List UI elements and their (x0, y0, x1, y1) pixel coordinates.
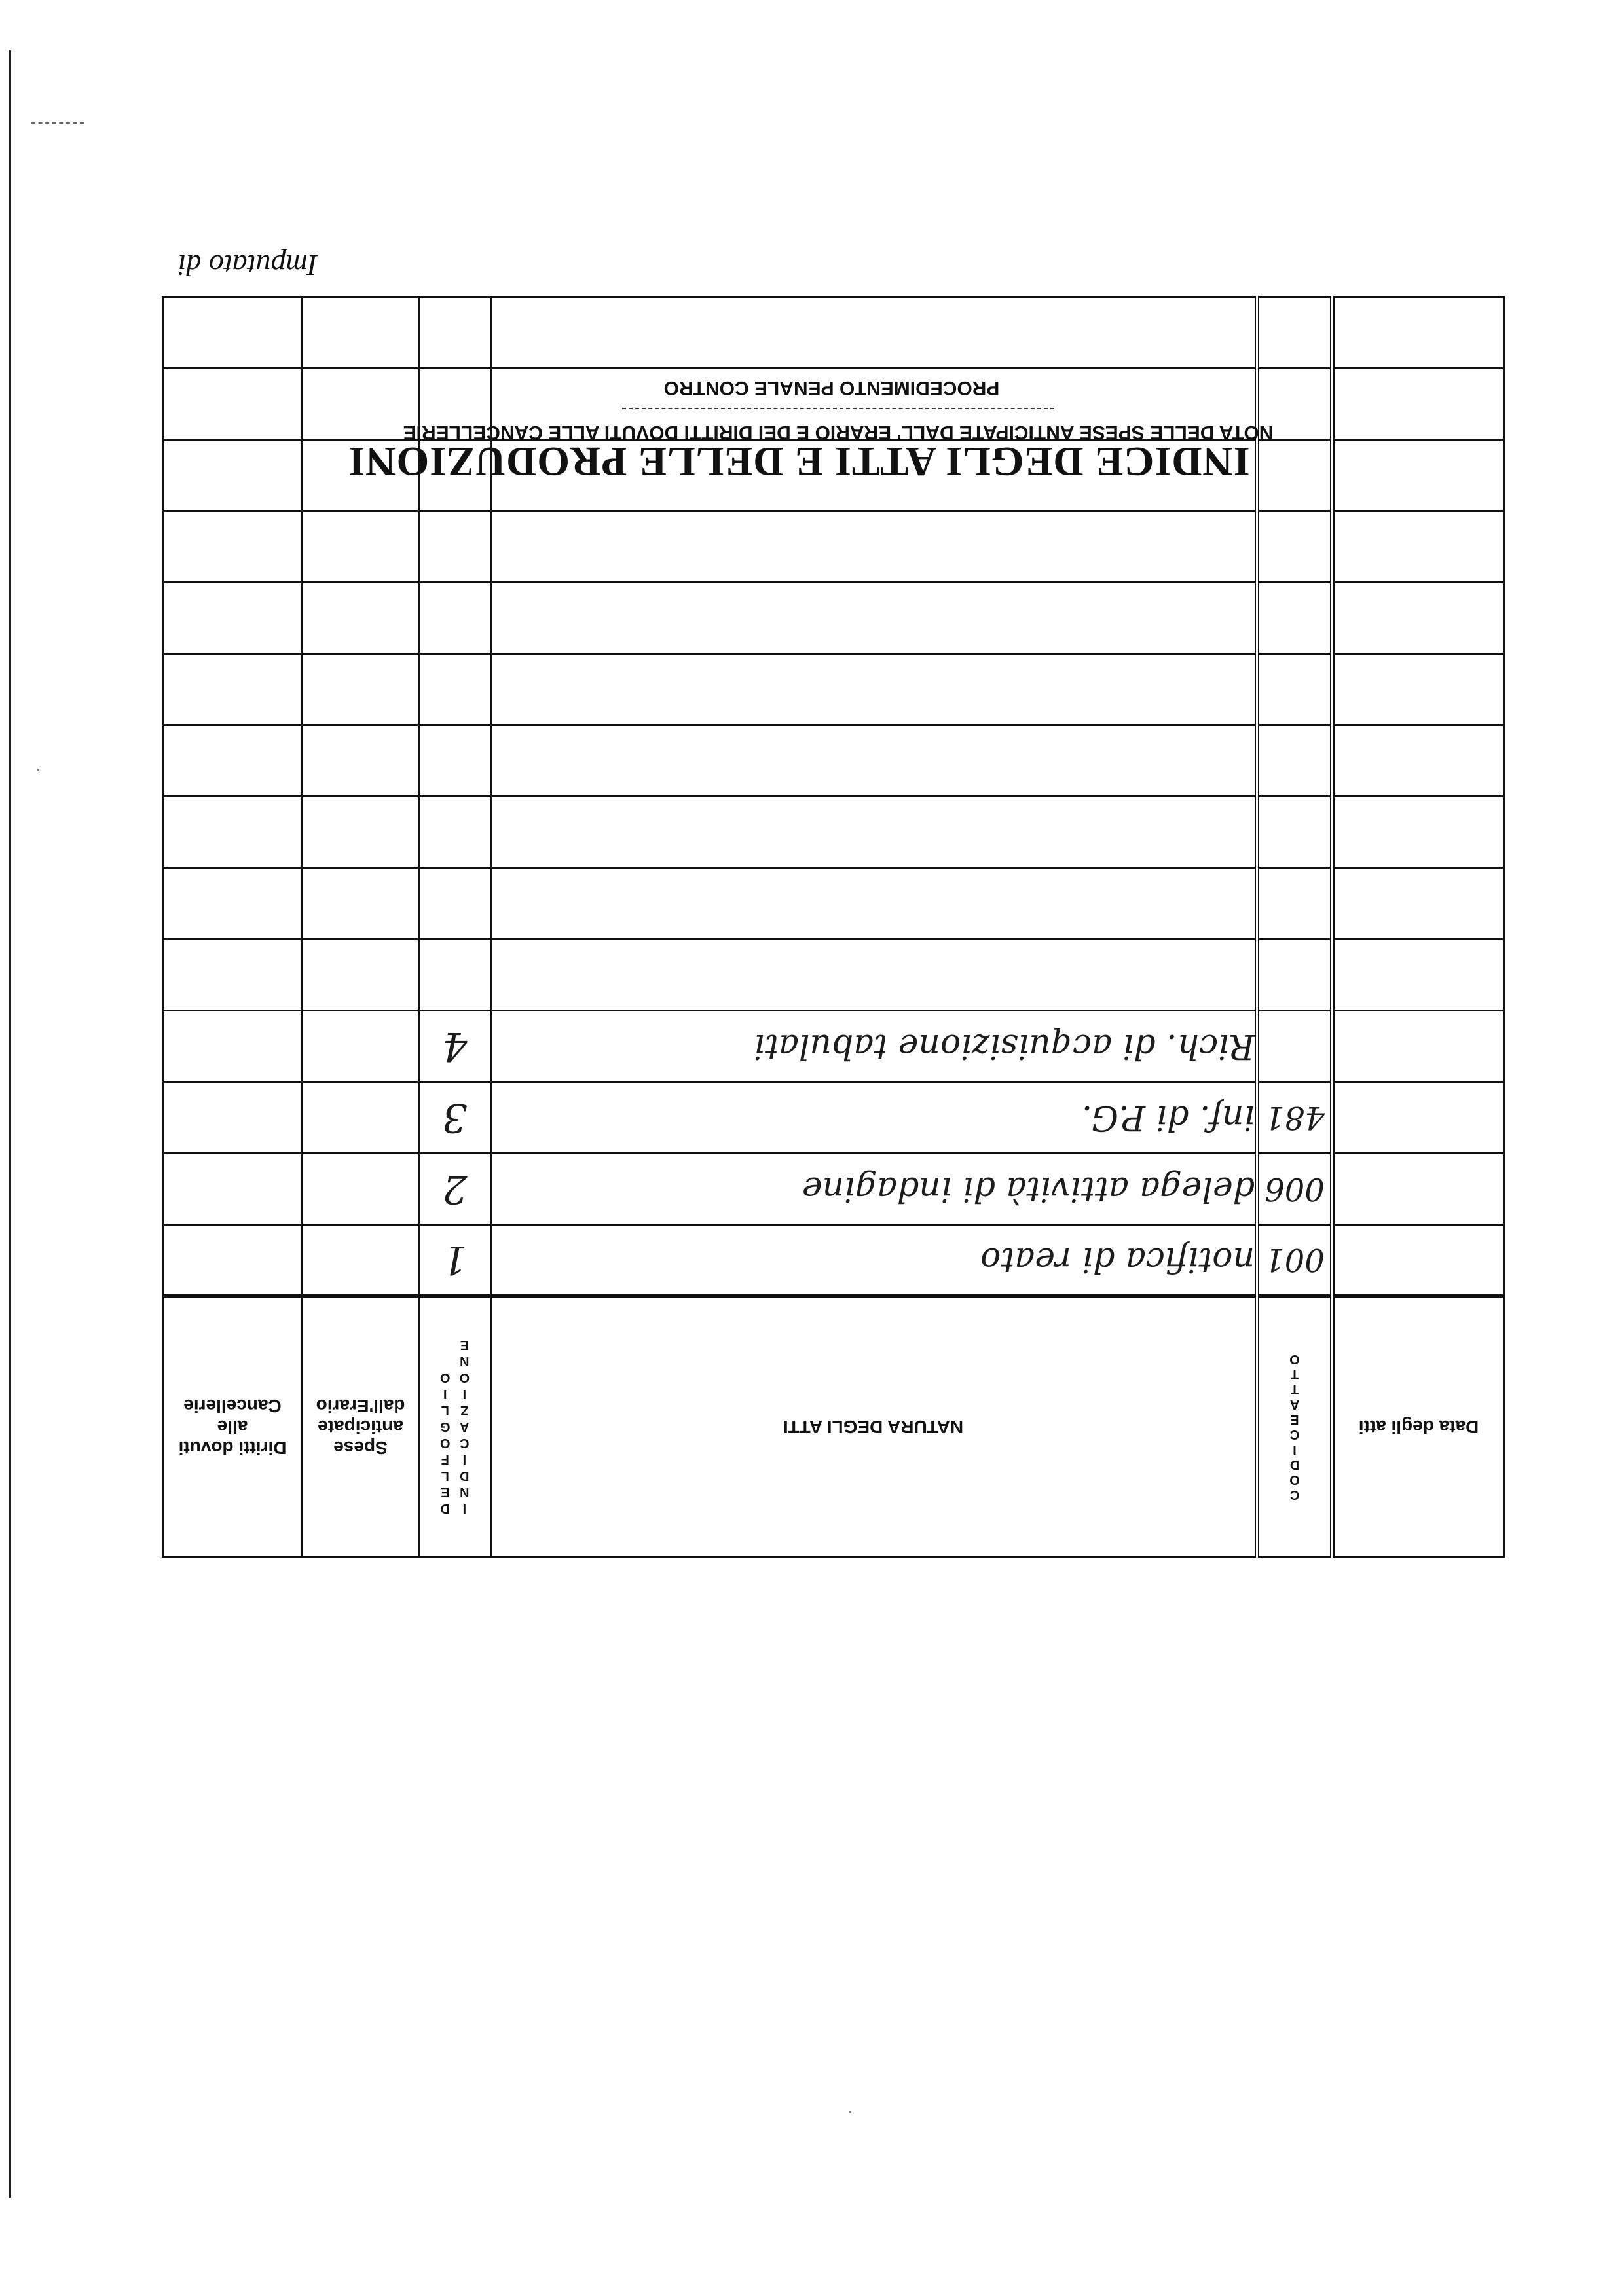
cell-spese (303, 1154, 419, 1225)
cell-nature (491, 797, 1257, 868)
header-letter: I (462, 1452, 467, 1467)
cell-diritti (163, 939, 303, 1011)
cell-sheet (419, 725, 491, 797)
cell-diritti (163, 369, 303, 440)
cell-spese (303, 583, 419, 654)
header-letter: T (1290, 1382, 1299, 1396)
cell-nature (491, 725, 1257, 797)
header-letter: T (1290, 1367, 1299, 1381)
cell-diritti (163, 297, 303, 369)
cell-code (1257, 797, 1333, 868)
header-letter: N (460, 1485, 470, 1500)
header-line: anticipate (318, 1417, 403, 1438)
cell-date (1333, 1011, 1504, 1082)
header-sheet (419, 1296, 491, 1557)
cell-nature: delega attività di indagine (491, 1154, 1257, 1225)
cell-code (1257, 511, 1333, 583)
cell-nature: inf. di P.G. (491, 1082, 1257, 1154)
header-letter: E (441, 1485, 450, 1500)
cell-code (1257, 939, 1333, 1011)
cell-sheet: 3 (419, 1082, 491, 1154)
cell-nature (491, 583, 1257, 654)
table-header-row (163, 1296, 1504, 1557)
cell-sheet (419, 583, 491, 654)
cell-code (1257, 369, 1333, 440)
table-row (163, 369, 1504, 440)
page-subtitle: NOTA DELLE SPESE ANTICIPATE DALL' ERARIO E DEI DIRITTI DOVUTI ALLE CANCELLERIE (403, 422, 1274, 443)
cell-date (1333, 511, 1504, 583)
cell-nature (491, 654, 1257, 725)
cell-sheet (419, 797, 491, 868)
cell-diritti (163, 1082, 303, 1154)
cell-nature: Rich. di acquisizione tabulati (491, 1011, 1257, 1082)
acts-index-table (162, 296, 1505, 1558)
table-row (163, 1011, 1504, 1082)
table-row (163, 868, 1504, 939)
cell-code (1257, 297, 1333, 369)
cell-code (1257, 725, 1333, 797)
header-spese (303, 1296, 419, 1557)
table-row (163, 583, 1504, 654)
cell-spese (303, 939, 419, 1011)
cell-diritti (163, 440, 303, 511)
cell-code (1257, 440, 1333, 511)
cell-spese (303, 440, 419, 511)
header-line: alle (217, 1417, 248, 1438)
cell-diritti (163, 1154, 303, 1225)
cell-sheet: 4 (419, 1011, 491, 1082)
cell-spese (303, 369, 419, 440)
header-letter: A (460, 1419, 470, 1434)
cell-diritti (163, 797, 303, 868)
cell-spese (303, 797, 419, 868)
cell-date (1333, 369, 1504, 440)
table-row (163, 511, 1504, 583)
cell-sheet (419, 511, 491, 583)
cell-date (1333, 725, 1504, 797)
cell-code (1257, 583, 1333, 654)
cell-sheet (419, 369, 491, 440)
cell-spese (303, 1011, 419, 1082)
header-date: Data degli atti (1333, 1296, 1504, 1557)
cell-nature (491, 297, 1257, 369)
cell-sheet (419, 654, 491, 725)
header-letter: D (1289, 1457, 1300, 1472)
cell-code: 006 (1257, 1154, 1333, 1225)
cell-diritti (163, 1225, 303, 1296)
cell-date (1333, 1154, 1504, 1225)
cell-date (1333, 297, 1504, 369)
scan-speck (849, 2111, 851, 2113)
cell-diritti (163, 868, 303, 939)
cell-nature (491, 440, 1257, 511)
cell-code (1257, 654, 1333, 725)
cell-spese (303, 1225, 419, 1296)
cell-spese (303, 511, 419, 583)
cell-date (1333, 440, 1504, 511)
scan-speck (37, 769, 39, 771)
cell-date (1333, 1082, 1504, 1154)
cell-date (1333, 868, 1504, 939)
header-letter: L (441, 1468, 449, 1484)
proceeding-label: PROCEDIMENTO PENALE CONTRO (663, 377, 1000, 399)
table-row (163, 1225, 1504, 1296)
cell-code: 001 (1257, 1225, 1333, 1296)
header-letter: C (460, 1436, 470, 1451)
header-letter: I (462, 1387, 467, 1402)
page-title: INDICE DEGLI ATTI E DELLE PRODUZIONI (348, 439, 1250, 485)
cell-sheet (419, 939, 491, 1011)
cell-diritti (163, 511, 303, 583)
cell-spese (303, 868, 419, 939)
header-line: Cancellerie (183, 1395, 282, 1416)
header-letter: C (1289, 1427, 1300, 1442)
cell-date (1333, 583, 1504, 654)
header-letter: L (441, 1403, 449, 1418)
header-line: Diritti dovuti (178, 1438, 287, 1459)
header-code (1257, 1296, 1333, 1557)
table-row (163, 1154, 1504, 1225)
cell-code (1257, 1011, 1333, 1082)
table-row (163, 797, 1504, 868)
table-row (163, 725, 1504, 797)
header-letter: D (440, 1501, 450, 1516)
header-letter: N (460, 1354, 470, 1369)
header-letter: E (1290, 1412, 1299, 1427)
table-row (163, 297, 1504, 369)
header-letter: I (462, 1501, 467, 1516)
cell-spese (303, 725, 419, 797)
header-letter: O (439, 1370, 451, 1385)
header-letter: O (459, 1370, 470, 1385)
table-row (163, 1082, 1504, 1154)
header-letter: O (1289, 1352, 1300, 1366)
header-line: dall'Erario (316, 1395, 405, 1416)
table-row (163, 654, 1504, 725)
cell-date (1333, 939, 1504, 1011)
scan-edge-rule (9, 50, 11, 2198)
cell-date (1333, 797, 1504, 868)
table-row (163, 939, 1504, 1011)
cell-code (1257, 868, 1333, 939)
header-letter: I (1293, 1442, 1297, 1457)
cell-date (1333, 1225, 1504, 1296)
cell-nature (491, 369, 1257, 440)
cell-sheet: 2 (419, 1154, 491, 1225)
cell-nature: notifica di reato (491, 1225, 1257, 1296)
cell-diritti (163, 583, 303, 654)
cell-spese (303, 654, 419, 725)
header-letter: G (439, 1419, 451, 1434)
cell-nature (491, 939, 1257, 1011)
header-diritti (163, 1296, 303, 1557)
cell-code: 481 (1257, 1082, 1333, 1154)
cell-diritti (163, 1011, 303, 1082)
header-letter: A (1289, 1397, 1300, 1412)
cell-spese (303, 297, 419, 369)
header-letter: C (1289, 1487, 1300, 1502)
header-letter: F (441, 1452, 449, 1467)
cell-nature (491, 511, 1257, 583)
cell-sheet (419, 440, 491, 511)
header-letter: I (443, 1387, 447, 1402)
header-letter: O (439, 1436, 451, 1451)
header-letter: E (460, 1338, 469, 1353)
header-letter: D (460, 1468, 470, 1484)
table-row (163, 440, 1504, 511)
cell-sheet (419, 868, 491, 939)
scan-speck-line (31, 122, 84, 124)
header-nature: NATURA DEGLI ATTI (491, 1296, 1257, 1557)
header-letter: Z (460, 1403, 469, 1418)
header-letter: O (1289, 1472, 1300, 1487)
cell-spese (303, 1082, 419, 1154)
cell-diritti (163, 654, 303, 725)
cell-date (1333, 654, 1504, 725)
cell-sheet: 1 (419, 1225, 491, 1296)
header-line: Spese (333, 1438, 388, 1459)
cell-sheet (419, 297, 491, 369)
cell-nature (491, 868, 1257, 939)
accused-label: Imputato di (177, 249, 318, 282)
cell-diritti (163, 725, 303, 797)
